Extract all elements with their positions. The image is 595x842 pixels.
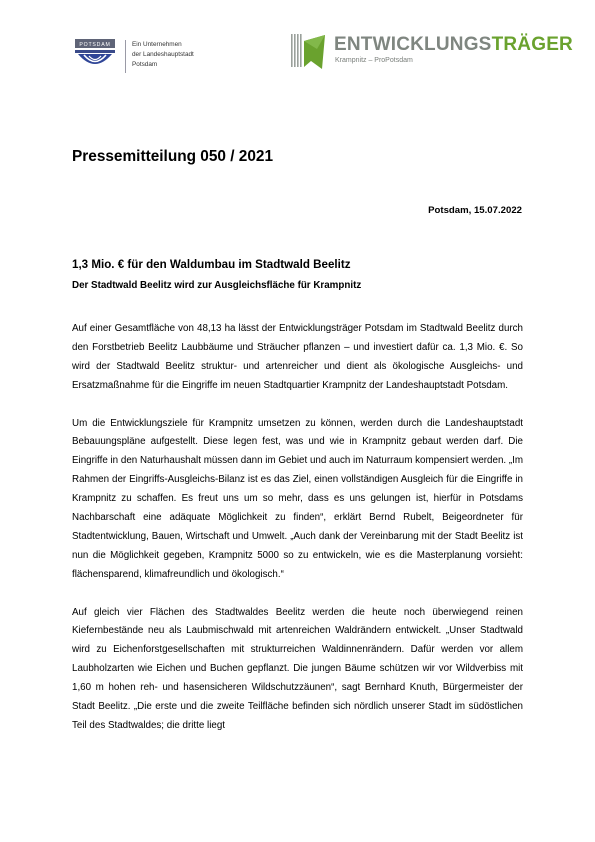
logo-divider xyxy=(125,40,126,73)
headline: 1,3 Mio. € für den Waldumbau im Stadtwald Beelitz xyxy=(72,258,351,271)
logo-title xyxy=(334,34,573,56)
logo-title-part: ENTWICKLUNGS xyxy=(334,34,492,55)
paragraph: Auf einer Gesamtfläche von 48,13 ha lässt der Entwicklungsträger Potsdam im Stadtwald Beelitz durch den Forstbetrieb Beelitz Laubbäume und Sträucher pflanzen – und investiert dafür ca. 1,3 Mio. €. So wird der Stadtwald Beelitz struktur- und artenreicher und dient als ökologische Ausgleichs- und Ersatzmaßnahme für die Eingriffe im neuen Stadtquartier Krampnitz der Landeshauptstadt Potsdam. xyxy=(72,323,523,391)
potsdam-emblem-icon xyxy=(72,38,118,72)
entwicklungstraeger-mark-icon xyxy=(289,31,329,71)
document-date: Potsdam, 15.07.2022 xyxy=(428,205,522,216)
body-text xyxy=(72,320,523,755)
document-title: Pressemitteilung 050 / 2021 xyxy=(72,148,274,165)
logo-tagline xyxy=(132,40,194,70)
logo-tagline-line: Ein Unternehmen xyxy=(132,41,182,48)
potsdam-logo xyxy=(72,38,212,78)
paragraph: Auf gleich vier Flächen des Stadtwaldes Beelitz werden die heute noch überwiegend reinen Kiefernbestände neu als Laubmischwald mit artenreichen Waldrändern entwickelt. „Unser Stadtwald wird zu Eichenforstgesellschaften mit strukturreichen Waldinnenrändern. Dafür werden vor allem Laubholzarten wie Eichen und Buchen gepflanzt. Die jungen Bäume schützen wir vor Wildverbiss mit 1,60 m hohen reh- und hasensicheren Wildschutzzäunen“, sagt Bernhard Knuth, Bürgermeister der Stadt Beelitz. „Die erste und die zweite Teilfläche befinden sich nördlich unserer Stadt im südöstlichen Teil des Stadtwaldes; die dritte liegt xyxy=(72,606,523,731)
logo-title-highlight: TRÄGER xyxy=(491,34,573,55)
subheadline: Der Stadtwald Beelitz wird zur Ausgleichsfläche für Krampnitz xyxy=(72,280,362,291)
svg-text:POTSDAM: POTSDAM xyxy=(79,42,111,48)
paragraph: Um die Entwicklungsziele für Krampnitz umsetzen zu können, werden durch die Landeshauptstadt Bebauungspläne aufgestellt. Diese legen fest, was und wie in Krampnitz gebaut werden darf. Die Eingriffe in den Naturhaushalt müssen dann im Gebiet und auch im Naturraum kompensiert werden. „Im Rahmen der Eingriffs-Ausgleichs-Bilanz ist es das Ziel, einen vollständigen Ausgleich für die Eingriffe in Krampnitz zu schaffen. Es freut uns um so mehr, dass es uns gelungen ist, hierfür in Potsdams Nachbarschaft eine adäquate Möglichkeit zu finden“, erklärt Bernd Rubelt, Beigeordneter für Stadtentwicklung, Bauen, Wirtschaft und Umwelt. „Auch dank der Vereinbarung mit der Stadt Beelitz ist nun die Möglichkeit gegeben, Krampnitz 5000 so zu entwickeln, wie es die Masterplanung vorsieht: flächensparend, klimafreundlich und ökologisch.“ xyxy=(72,417,523,580)
entwicklungstraeger-logo xyxy=(289,31,573,71)
logo-tagline-line: der Landeshauptstadt xyxy=(132,51,194,58)
logo-subtitle: Krampnitz – ProPotsdam xyxy=(335,57,413,64)
logo-tagline-line: Potsdam xyxy=(132,61,158,68)
